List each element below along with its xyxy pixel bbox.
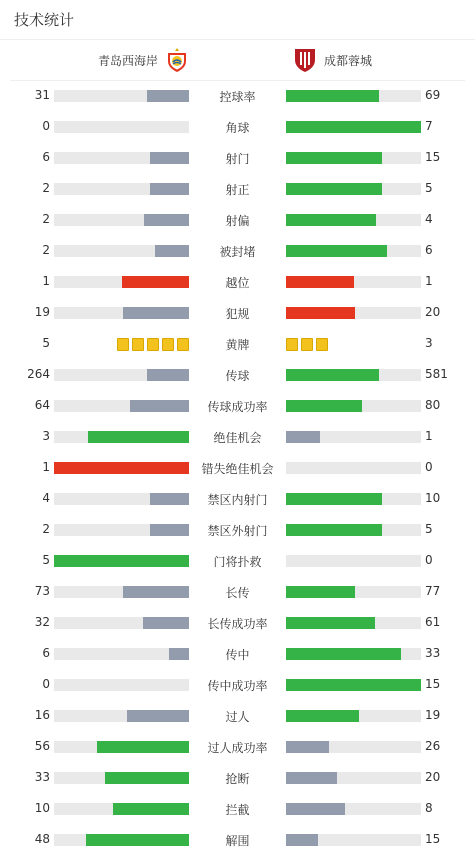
home-value: 1 — [42, 460, 50, 474]
away-bar-fill — [286, 183, 382, 195]
home-bar-track — [54, 214, 189, 226]
stat-row — [0, 546, 475, 577]
stat-label: 射正 — [225, 183, 250, 197]
home-value: 56 — [34, 739, 50, 753]
stat-label: 传球成功率 — [207, 400, 268, 414]
stat-row — [0, 639, 475, 670]
away-bar-fill — [286, 524, 382, 536]
home-value: 31 — [34, 88, 50, 102]
away-value: 7 — [425, 119, 433, 133]
away-bar-track — [286, 648, 421, 660]
stat-row — [0, 484, 475, 515]
home-bar-track — [54, 555, 189, 567]
stat-label: 错失绝佳机会 — [201, 462, 274, 476]
home-bar-fill — [86, 834, 189, 846]
yellow-card-icon — [177, 338, 189, 351]
away-team-name: 成都蓉城 — [324, 53, 373, 68]
home-bar-fill — [150, 524, 189, 536]
stat-label: 黄牌 — [225, 338, 250, 352]
home-bar-fill — [97, 741, 189, 753]
home-value: 19 — [34, 305, 50, 319]
stat-label: 长传成功率 — [207, 617, 268, 631]
home-value: 6 — [42, 150, 50, 164]
away-bar-fill — [286, 772, 337, 784]
away-team-crest-icon — [292, 47, 318, 73]
away-bar-track — [286, 679, 421, 691]
home-bar-track — [54, 493, 189, 505]
away-bar-track — [286, 121, 421, 133]
stat-row — [0, 267, 475, 298]
home-value: 64 — [34, 398, 50, 412]
away-value: 6 — [425, 243, 433, 257]
away-value: 61 — [425, 615, 441, 629]
away-bar-fill — [286, 679, 421, 691]
home-value: 48 — [34, 832, 50, 846]
away-value: 10 — [425, 491, 441, 505]
away-value: 15 — [425, 677, 441, 691]
away-value: 8 — [425, 801, 433, 815]
home-bar-fill — [54, 462, 189, 474]
home-bar-fill — [113, 803, 189, 815]
away-bar-fill — [286, 90, 379, 102]
away-bar-fill — [286, 121, 421, 133]
away-bar-track — [286, 555, 421, 567]
home-bar-fill — [123, 307, 189, 319]
stat-label: 解围 — [225, 834, 250, 848]
away-value: 26 — [425, 739, 441, 753]
page-title: 技术统计 — [14, 11, 75, 29]
home-bar-track — [54, 307, 189, 319]
home-bar-track — [54, 834, 189, 846]
stat-row — [0, 701, 475, 732]
away-value: 69 — [425, 88, 441, 102]
away-bar-track — [286, 307, 421, 319]
away-value: 4 — [425, 212, 433, 226]
yellow-card-icon — [316, 338, 328, 351]
away-value: 1 — [425, 274, 433, 288]
home-value: 2 — [42, 243, 50, 257]
stat-row — [0, 298, 475, 329]
home-value: 33 — [34, 770, 50, 784]
home-bar-track — [54, 679, 189, 691]
stat-label: 拦截 — [225, 803, 250, 817]
away-bar-track — [286, 462, 421, 474]
home-bar-track — [54, 400, 189, 412]
home-bar-fill — [155, 245, 189, 257]
away-bar-fill — [286, 276, 354, 288]
home-bar-track — [54, 183, 189, 195]
yellow-card-icon — [117, 338, 129, 351]
away-bar-track — [286, 152, 421, 164]
home-yellow-cards — [117, 338, 189, 351]
home-value: 0 — [42, 677, 50, 691]
yellow-card-icon — [162, 338, 174, 351]
home-bar-track — [54, 803, 189, 815]
home-value: 32 — [34, 615, 50, 629]
away-bar-track — [286, 493, 421, 505]
stat-label: 过人成功率 — [207, 741, 268, 755]
away-bar-track — [286, 400, 421, 412]
stat-label: 门将扑救 — [213, 555, 262, 569]
home-bar-track — [54, 431, 189, 443]
yellow-card-icon — [147, 338, 159, 351]
home-bar-track — [54, 121, 189, 133]
home-bar-fill — [143, 617, 189, 629]
away-value: 0 — [425, 460, 433, 474]
home-bar-track — [54, 369, 189, 381]
teams-bar — [10, 40, 465, 81]
home-bar-track — [54, 741, 189, 753]
away-bar-fill — [286, 834, 318, 846]
home-value: 2 — [42, 212, 50, 226]
stat-row — [0, 360, 475, 391]
stat-row — [0, 143, 475, 174]
stat-row — [0, 794, 475, 825]
away-bar-fill — [286, 586, 355, 598]
stat-label: 传球 — [225, 369, 250, 383]
home-bar-fill — [144, 214, 189, 226]
away-bar-track — [286, 183, 421, 195]
stat-row — [0, 670, 475, 701]
away-bar-fill — [286, 431, 320, 443]
home-bar-fill — [150, 493, 189, 505]
stat-row — [0, 732, 475, 763]
home-bar-track — [54, 772, 189, 784]
away-bar-track — [286, 803, 421, 815]
away-value: 20 — [425, 770, 441, 784]
away-value: 0 — [425, 553, 433, 567]
away-bar-track — [286, 586, 421, 598]
away-bar-track — [286, 617, 421, 629]
stat-label: 传中 — [225, 648, 250, 662]
stat-row — [0, 391, 475, 422]
home-value: 5 — [42, 553, 50, 567]
away-bar-track — [286, 369, 421, 381]
stat-row — [0, 577, 475, 608]
home-bar-track — [54, 462, 189, 474]
away-bar-fill — [286, 493, 382, 505]
home-bar-fill — [150, 152, 189, 164]
away-value: 5 — [425, 181, 433, 195]
home-value: 0 — [42, 119, 50, 133]
home-bar-fill — [105, 772, 189, 784]
home-bar-fill — [127, 710, 189, 722]
away-value: 581 — [425, 367, 448, 381]
stat-label: 犯规 — [225, 307, 250, 321]
away-bar-track — [286, 772, 421, 784]
yellow-card-icon — [132, 338, 144, 351]
yellow-card-icon — [286, 338, 298, 351]
stat-label: 过人 — [225, 710, 250, 724]
stat-label: 长传 — [225, 586, 250, 600]
stat-row — [0, 608, 475, 639]
home-value: 16 — [34, 708, 50, 722]
home-bar-track — [54, 276, 189, 288]
away-bar-fill — [286, 803, 345, 815]
stat-row — [0, 453, 475, 484]
away-value: 20 — [425, 305, 441, 319]
stat-label: 绝佳机会 — [213, 431, 262, 445]
away-bar-track — [286, 90, 421, 102]
home-value: 10 — [34, 801, 50, 815]
home-bar-fill — [122, 276, 190, 288]
stat-label: 射偏 — [225, 214, 250, 228]
home-value: 6 — [42, 646, 50, 660]
away-value: 33 — [425, 646, 441, 660]
stat-label: 抢断 — [225, 772, 250, 786]
home-bar-track — [54, 648, 189, 660]
away-value: 3 — [425, 336, 433, 350]
away-value: 77 — [425, 584, 441, 598]
away-bar-track — [286, 276, 421, 288]
away-bar-fill — [286, 741, 329, 753]
stat-label: 射门 — [225, 152, 250, 166]
away-bar-fill — [286, 369, 379, 381]
home-value: 2 — [42, 181, 50, 195]
away-team[interactable] — [292, 47, 372, 73]
home-bar-track — [54, 152, 189, 164]
stat-row — [0, 112, 475, 143]
home-bar-track — [54, 524, 189, 536]
stat-row — [0, 422, 475, 453]
stat-row — [0, 825, 475, 856]
home-bar-fill — [123, 586, 189, 598]
away-bar-fill — [286, 307, 355, 319]
home-bar-fill — [130, 400, 189, 412]
stats-list — [0, 81, 475, 856]
stat-label: 被封堵 — [219, 245, 256, 259]
away-bar-fill — [286, 214, 376, 226]
home-value: 264 — [27, 367, 50, 381]
home-bar-track — [54, 710, 189, 722]
stat-row — [0, 329, 475, 360]
away-value: 80 — [425, 398, 441, 412]
away-value: 5 — [425, 522, 433, 536]
home-bar-fill — [88, 431, 189, 443]
away-bar-track — [286, 431, 421, 443]
home-value: 5 — [42, 336, 50, 350]
stat-row — [0, 174, 475, 205]
away-bar-fill — [286, 245, 387, 257]
away-bar-track — [286, 741, 421, 753]
home-bar-track — [54, 586, 189, 598]
away-bar-track — [286, 245, 421, 257]
away-bar-fill — [286, 710, 359, 722]
stat-row — [0, 81, 475, 112]
away-value: 1 — [425, 429, 433, 443]
home-bar-fill — [169, 648, 189, 660]
stat-label: 角球 — [225, 121, 250, 135]
home-bar-fill — [150, 183, 189, 195]
away-bar-fill — [286, 152, 382, 164]
stat-label: 越位 — [225, 276, 250, 290]
stat-row — [0, 205, 475, 236]
stat-row — [0, 763, 475, 794]
home-value: 3 — [42, 429, 50, 443]
stat-label: 禁区外射门 — [207, 524, 268, 538]
yellow-card-icon — [301, 338, 313, 351]
stat-label: 控球率 — [219, 90, 256, 104]
home-bar-fill — [54, 555, 189, 567]
home-team[interactable] — [98, 47, 190, 73]
stats-header — [0, 0, 475, 40]
stat-label: 禁区内射门 — [207, 493, 268, 507]
home-team-crest-icon — [164, 47, 190, 73]
home-value: 2 — [42, 522, 50, 536]
away-value: 15 — [425, 832, 441, 846]
home-bar-track — [54, 245, 189, 257]
away-bar-fill — [286, 648, 401, 660]
home-value: 4 — [42, 491, 50, 505]
away-bar-track — [286, 834, 421, 846]
away-value: 15 — [425, 150, 441, 164]
away-bar-fill — [286, 400, 362, 412]
away-bar-track — [286, 214, 421, 226]
home-bar-fill — [147, 90, 189, 102]
home-bar-fill — [147, 369, 189, 381]
home-value: 1 — [42, 274, 50, 288]
home-value: 73 — [34, 584, 50, 598]
stat-row — [0, 515, 475, 546]
away-yellow-cards — [286, 338, 328, 351]
away-value: 19 — [425, 708, 441, 722]
away-bar-track — [286, 524, 421, 536]
away-bar-fill — [286, 617, 375, 629]
stat-row — [0, 236, 475, 267]
away-bar-track — [286, 710, 421, 722]
home-bar-track — [54, 617, 189, 629]
home-bar-track — [54, 90, 189, 102]
stat-label: 传中成功率 — [207, 679, 268, 693]
home-team-name: 青岛西海岸 — [97, 53, 158, 68]
